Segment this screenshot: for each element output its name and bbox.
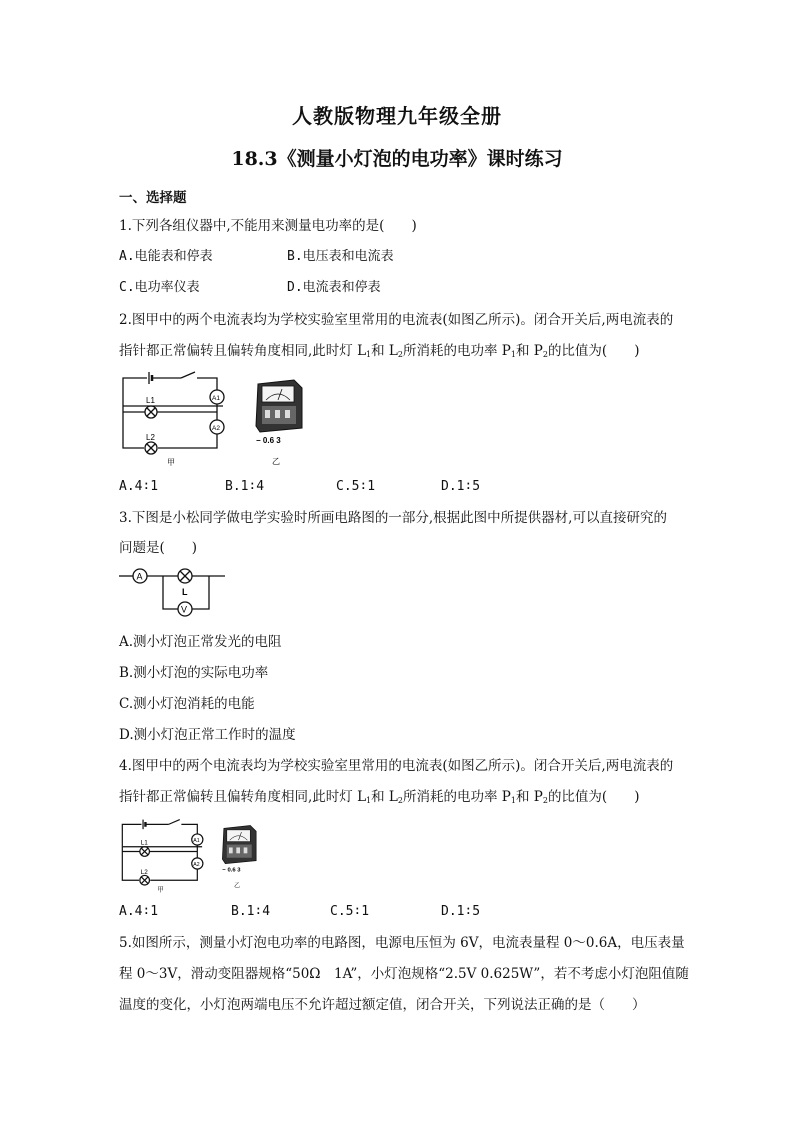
q2-ammeter-image-yi [250,378,310,468]
q1-option-c: C.电功率仪表 [119,280,200,295]
q2-stem-line1: 2.图甲中的两个电流表均为学校实验室里常用的电流表(如图乙所示)。闭合开关后,两电流表的 [119,312,674,328]
section-heading: 一、选择题 [119,190,187,206]
q3-fig-label-a: A [136,571,143,582]
q2-option-d: D.1∶5 [441,479,481,494]
q4-option-c: C.5∶1 [330,904,370,919]
q5-stem-line2: 程 0～3V，滑动变阻器规格“50Ω 1A”，小灯泡规格“2.5V 0.625W”，若不考虑小灯泡阻值随 [119,966,689,982]
q1-option-a: A.电能表和停表 [119,249,213,264]
q5-stem-line3: 温度的变化，小灯泡两端电压不允许超过额定值，闭合开关，下列说法正确的是（ ） [119,997,646,1013]
q3-option-c: C.测小灯泡消耗的电能 [119,696,255,712]
q4-fig-caption-yi: 乙 [234,883,240,890]
q4-option-a: A.4∶1 [119,904,159,919]
q2-stem-line2: 指针都正常偏转且偏转角度相同,此时灯 $L_1$和 $L_2$所消耗的电功率 $P_1$和 $P_2$的比值为( ) [119,343,640,359]
q2-ammeter-scale-label: − 0.6 3 [256,436,281,445]
q5-stem-line1: 5.如图所示，测量小灯泡电功率的电路图，电源电压恒为 6V，电流表量程 0～0.6A，电压表量 [119,935,685,951]
q3-fig-label-v: V [181,604,188,615]
q4-ammeter-scale-label: − 0.6 3 [222,867,241,874]
q1-stem: 1.下列各组仪器中,不能用来测量电功率的是( ) [119,218,417,234]
q3-stem-line1: 3.下图是小松同学做电学实验时所画电路图的一部分,根据此图中所提供器材,可以直接研究的 [119,510,667,526]
q3-stem-line2: 问题是( ) [119,540,198,556]
q4-option-b: B.1∶4 [231,904,271,919]
q4-fig-label-l1: L1 [140,839,148,847]
q2-fig-label-l1: L1 [146,396,155,405]
q1-option-d: D.电流表和停表 [287,280,381,295]
q3-circuit-diagram [119,565,229,617]
q3-option-b: B.测小灯泡的实际电功率 [119,665,269,681]
q4-fig-caption-jia: 甲 [157,886,164,893]
q4-circuit-diagram-jia [119,818,207,893]
q2-option-b: B.1∶4 [225,479,265,494]
q2-fig-label-l2: L2 [146,433,155,442]
q2-option-a: A.4∶1 [119,479,159,494]
q2-fig-label-a1: A1 [212,395,220,402]
q2-fig-caption-jia: 甲 [167,458,175,467]
lesson-title: 18.3《测量小灯泡的电功率》课时练习 [231,148,563,170]
q2-option-c: C.5∶1 [336,479,376,494]
q4-fig-label-a1: A1 [193,837,200,844]
q3-option-a: A.测小灯泡正常发光的电阻 [119,634,282,650]
q4-fig-label-l2: L2 [140,868,148,876]
q4-ammeter-image-yi [218,824,262,890]
q3-option-d: D.测小灯泡正常工作时的温度 [119,727,296,743]
q2-fig-label-a2: A2 [212,425,220,432]
q2-fig-caption-yi: 乙 [272,457,280,466]
q3-fig-label-l: L [182,587,188,597]
q4-option-d: D.1∶5 [441,904,481,919]
q1-option-b: B.电压表和电流表 [287,249,394,264]
q4-fig-label-a2: A2 [193,861,200,868]
page-title: 人教版物理九年级全册 [292,104,502,128]
q4-stem-line1: 4.图甲中的两个电流表均为学校实验室里常用的电流表(如图乙所示)。闭合开关后,两电流表的 [119,758,674,774]
q2-circuit-diagram-jia [119,370,229,470]
q4-stem-line2: 指针都正常偏转且偏转角度相同,此时灯 $L_1$和 $L_2$所消耗的电功率 $P_1$和 $P_2$的比值为( ) [119,789,640,805]
